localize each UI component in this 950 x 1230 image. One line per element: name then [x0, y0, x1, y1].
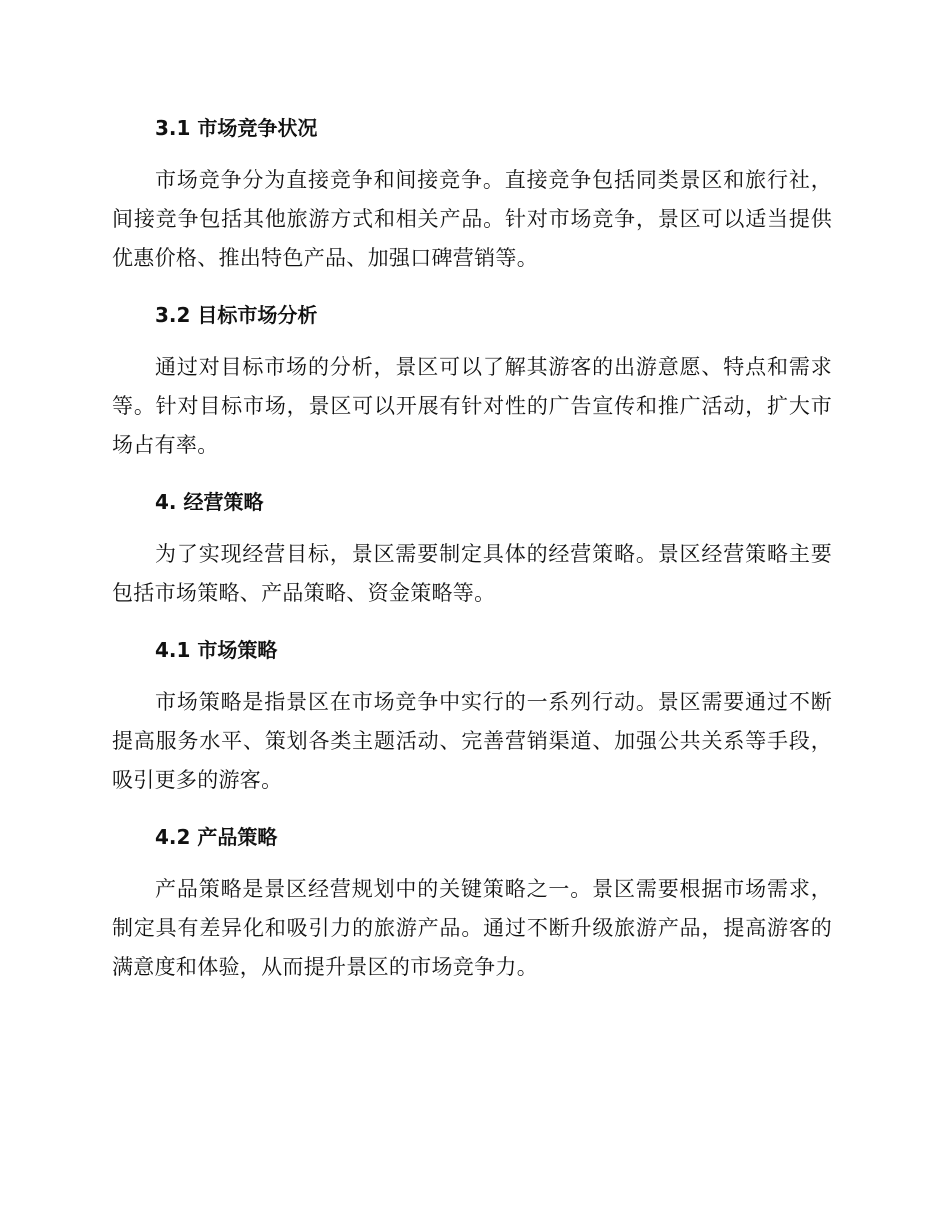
section-3-1: [112, 113, 832, 278]
section-heading: 3.2 目标市场分析: [155, 303, 318, 327]
section-paragraph: 通过对目标市场的分析，景区可以了解其游客的出游意愿、特点和需求等。针对目标市场，景区可以开展有针对性的广告宣传和推广活动，扩大市场占有率。: [112, 355, 832, 457]
section-paragraph: 产品策略是景区经营规划中的关键策略之一。景区需要根据市场需求，制定具有差异化和吸引力的旅游产品。通过不断升级旅游产品，提高游客的满意度和体验，从而提升景区的市场竞争力。: [112, 877, 832, 979]
section-paragraph: 市场竞争分为直接竞争和间接竞争。直接竞争包括同类景区和旅行社，间接竞争包括其他旅游方式和相关产品。针对市场竞争，景区可以适当提供优惠价格、推出特色产品、加强口碑营销等。: [112, 168, 832, 270]
section-paragraph: 为了实现经营目标，景区需要制定具体的经营策略。景区经营策略主要包括市场策略、产品策略、资金策略等。: [112, 542, 832, 605]
section-4-1: [112, 635, 832, 800]
section-heading: 4.1 市场策略: [155, 638, 278, 662]
section-4-2: [112, 822, 832, 987]
section-heading: 4. 经营策略: [155, 490, 264, 514]
section-3-2: [112, 300, 832, 465]
section-heading: 4.2 产品策略: [155, 825, 278, 849]
section-paragraph: 市场策略是指景区在市场竞争中实行的一系列行动。景区需要通过不断提高服务水平、策划各类主题活动、完善营销渠道、加强公共关系等手段，吸引更多的游客。: [112, 690, 832, 792]
section-4: [112, 487, 832, 613]
section-heading: 3.1 市场竞争状况: [155, 116, 318, 140]
